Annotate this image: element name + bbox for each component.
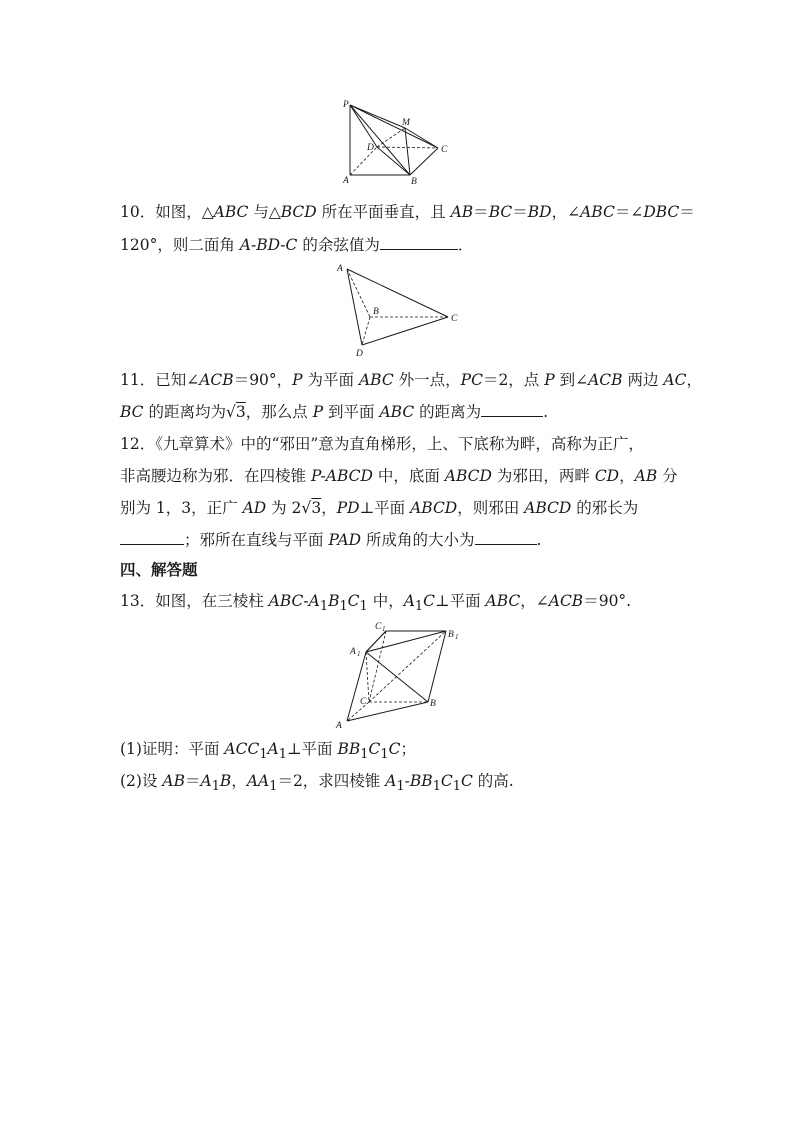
- q11-text: 为平面: [302, 371, 359, 389]
- q12-text: ，则邪田: [457, 499, 525, 517]
- q12-answer-blank-2[interactable]: [475, 530, 537, 545]
- q12-var: ABCD: [410, 499, 458, 517]
- q13-var: A: [403, 592, 415, 610]
- figure-pyramid-pabcd: [335, 95, 455, 190]
- q12-number: 12．: [120, 435, 156, 453]
- q12-var: CD: [594, 467, 620, 485]
- fig-label-c: C: [441, 145, 448, 155]
- q13-text: ⊥平面: [435, 592, 486, 610]
- q10-text: 的余弦值为: [297, 236, 380, 254]
- q11-text: 已知∠: [155, 371, 200, 389]
- q11-var: ACB: [588, 371, 623, 389]
- q11-answer-blank[interactable]: [481, 402, 543, 417]
- q11-line2: [120, 402, 548, 422]
- q13-var: ABC-A: [268, 592, 320, 610]
- subscript: 1: [211, 779, 220, 795]
- q12-line1: [120, 434, 644, 454]
- q12-line4: [120, 530, 541, 550]
- q13-fig-label-c: C: [360, 697, 367, 707]
- q12-var: P-ABCD: [310, 467, 373, 485]
- q11-number: 11．: [120, 371, 156, 389]
- q10-text: ＝∠: [614, 203, 644, 221]
- q12-text: ，: [321, 499, 337, 517]
- q13-var: AA: [246, 772, 270, 790]
- q10-text: ．: [457, 236, 474, 254]
- subscript: 1: [319, 599, 329, 615]
- q11-text: 两边: [622, 371, 664, 389]
- q13-var: C: [423, 592, 435, 610]
- q13-text: ，∠: [520, 592, 549, 610]
- q13-fig-label-a: A: [336, 721, 342, 730]
- subscript: 1: [380, 747, 389, 763]
- fig-label-d: D: [367, 143, 374, 153]
- q11-text: ＝90°，: [233, 371, 293, 389]
- q13-fig-label-c1-sub: 1: [382, 625, 386, 633]
- q12-text: 中，底面: [372, 467, 445, 485]
- q13-text: ⊥平面: [286, 740, 338, 758]
- q11-text: ＝2，点: [482, 371, 545, 389]
- q13-text: 如图，在三棱柱: [155, 592, 269, 610]
- q13-var: B: [328, 592, 340, 610]
- q13-text: (1)证明：平面: [120, 740, 225, 758]
- q13-var: C: [347, 592, 360, 610]
- q13-text: ；: [400, 740, 416, 758]
- q12-text: 的邪长为: [571, 499, 639, 517]
- q13-line1: [120, 591, 631, 617]
- sqrt-value: 3: [235, 403, 246, 421]
- q12-text: .: [536, 531, 542, 549]
- q10-text: 如图，△: [155, 203, 214, 221]
- q12-var: AB: [634, 467, 658, 485]
- q11-var: BC: [120, 403, 144, 421]
- q10-line1: [120, 202, 695, 222]
- q12-var: PD: [336, 499, 360, 517]
- q10-text: ＝: [512, 203, 528, 221]
- subscript: 1: [269, 779, 278, 795]
- q12-text: 别为 1，3，正广: [120, 499, 243, 517]
- q11-var: P: [292, 371, 303, 389]
- q13-var: C: [440, 772, 453, 790]
- subscript: 1: [432, 779, 441, 795]
- q13-var: A: [200, 772, 212, 790]
- q12-var: ABCD: [444, 467, 492, 485]
- sqrt-symbol: √: [225, 403, 236, 421]
- q11-var: PC: [460, 371, 483, 389]
- q13-fig-label-c1: C: [375, 622, 382, 632]
- q11-text: .: [543, 403, 549, 421]
- q10-var: BCD: [280, 203, 317, 221]
- q10-text: 与△: [248, 203, 281, 221]
- q10-var: BC: [488, 203, 513, 221]
- q13-text: ＝2，求四棱锥: [277, 772, 386, 790]
- fig-label-p: P: [343, 100, 349, 110]
- q10-text: 120°，则二面角: [120, 236, 240, 254]
- q10-var: DBC: [643, 203, 680, 221]
- q13-var: ABC: [485, 592, 521, 610]
- q12-line3: [120, 498, 638, 518]
- q13-fig-label-b1: B: [448, 630, 454, 640]
- fig-label-m: M: [402, 118, 410, 128]
- q10-text: ＝: [679, 203, 695, 221]
- q13-var: C: [368, 740, 381, 758]
- q13-text: (2)设: [120, 772, 163, 790]
- q13-text: 的高.: [472, 772, 514, 790]
- q13-number: 13．: [120, 592, 156, 610]
- q13-var: B: [219, 772, 232, 790]
- fig-label-a: A: [343, 176, 349, 186]
- q11-text: 的距离为: [414, 403, 482, 421]
- q10-var: ABC: [580, 203, 615, 221]
- q11-var: AC: [663, 371, 687, 389]
- q13-text: 中，: [367, 592, 404, 610]
- figure-q10-tetrahedron: [330, 260, 465, 360]
- q13-fig-label-b: B: [430, 699, 436, 709]
- q13-var: C: [388, 740, 401, 758]
- q10-text: ，∠: [551, 203, 581, 221]
- q10-fig-label-d: D: [356, 349, 363, 359]
- q12-text: ⊥平面: [359, 499, 411, 517]
- q11-var: ABC: [358, 371, 394, 389]
- q13-var: AB: [162, 772, 185, 790]
- q10-var: ABC: [213, 203, 249, 221]
- q12-text: 为 2: [266, 499, 302, 517]
- q12-text: 《九章算术》中的“邪田”意为直角梯形，上、下底称为畔，高称为正广，: [155, 435, 644, 453]
- q11-var: P: [312, 403, 324, 421]
- subscript: 1: [414, 599, 424, 615]
- sqrt-value: 3: [311, 499, 322, 517]
- q11-var: P: [544, 371, 555, 389]
- q13-var: ACC: [224, 740, 260, 758]
- q12-answer-blank-1[interactable]: [120, 530, 184, 545]
- q10-fig-label-c: C: [451, 314, 458, 324]
- q12-line2: [120, 466, 678, 486]
- figure-q13-prism: [333, 618, 463, 730]
- fig-label-b: B: [411, 177, 417, 187]
- subscript: 1: [359, 599, 368, 615]
- q11-text: 外一点，: [393, 371, 461, 389]
- section-title: 四、解答题: [120, 560, 198, 579]
- q10-answer-blank[interactable]: [380, 235, 458, 250]
- q11-text: ，: [686, 371, 702, 389]
- q12-text: ；邪所在直线与平面: [184, 531, 329, 549]
- subscript: 1: [259, 747, 268, 763]
- q11-line1: [120, 370, 702, 390]
- q10-number: 10．: [120, 203, 156, 221]
- q12-text: 非高腰边称为邪．在四棱锥: [120, 467, 311, 485]
- q12-text: 为邪田，两畔: [491, 467, 595, 485]
- q13-var: C: [461, 772, 473, 790]
- q10-text: 所在平面垂直，且: [316, 203, 451, 221]
- q10-var: A-BD-C: [239, 236, 298, 254]
- q13-text: ，: [231, 772, 247, 790]
- q13-fig-label-b1-sub: 1: [455, 633, 459, 641]
- q11-var: ABC: [379, 403, 415, 421]
- q13-fig-label-a1: A: [350, 647, 356, 657]
- q13-text: ＝: [184, 772, 201, 790]
- q13-var: ACB: [548, 592, 584, 610]
- sqrt-symbol: √: [301, 499, 312, 517]
- q12-var: PAD: [328, 531, 362, 549]
- q10-var: AB: [450, 203, 474, 221]
- q10-fig-label-b: B: [373, 307, 379, 317]
- q12-text: ，: [619, 467, 635, 485]
- q12-text: 分: [657, 467, 678, 485]
- q10-line2: [120, 235, 473, 255]
- subscript: 1: [278, 747, 287, 763]
- q12-var: ABCD: [524, 499, 572, 517]
- q13-part1: [120, 739, 416, 765]
- q11-text: 的距离均为: [143, 403, 226, 421]
- subscript: 1: [396, 779, 405, 795]
- q13-var: A: [267, 740, 279, 758]
- q10-var: BD: [527, 203, 552, 221]
- q11-text: 到平面: [323, 403, 380, 421]
- q13-var: A: [385, 772, 397, 790]
- q11-var: ACB: [199, 371, 234, 389]
- q12-text: 所成角的大小为: [361, 531, 475, 549]
- q12-var: AD: [242, 499, 267, 517]
- q11-text: 到∠: [554, 371, 589, 389]
- q13-var: BB: [337, 740, 361, 758]
- q13-var: -BB: [404, 772, 433, 790]
- q11-text: ，那么点: [245, 403, 313, 421]
- q13-text: ＝90°.: [583, 592, 632, 610]
- subscript: 1: [452, 779, 461, 795]
- q10-fig-label-a: A: [337, 264, 343, 274]
- q10-text: ＝: [473, 203, 489, 221]
- subscript: 1: [360, 747, 369, 763]
- q13-fig-label-a1-sub: 1: [357, 650, 361, 658]
- subscript: 1: [339, 599, 348, 615]
- q13-part2: [120, 771, 514, 797]
